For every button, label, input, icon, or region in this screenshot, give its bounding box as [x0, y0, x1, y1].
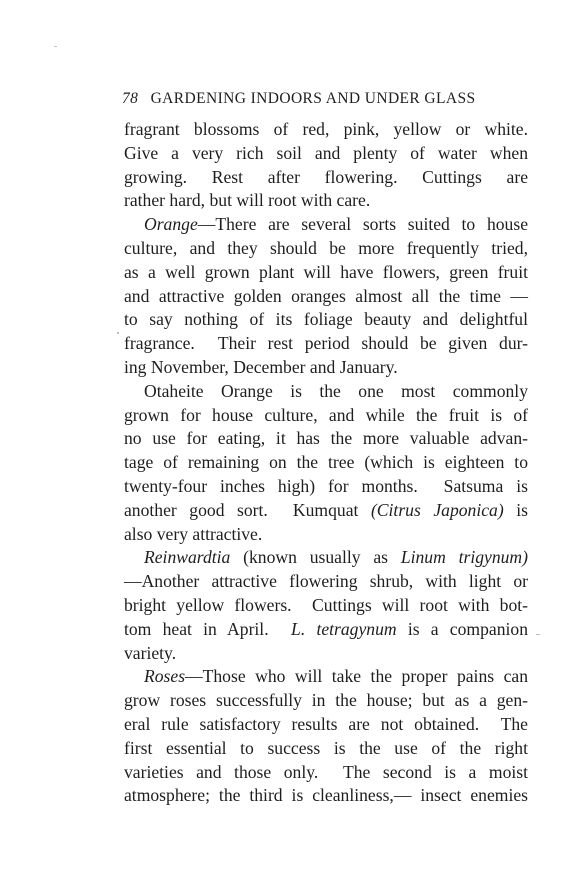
text-segment: tage of remaining on the tree (which is eighteen to	[124, 452, 528, 473]
text-segment: varieties and those only. The second is a moist	[124, 761, 528, 782]
text-line	[124, 784, 528, 808]
text-line	[124, 380, 528, 404]
italic-text: Linum trigynum)	[400, 547, 528, 568]
italic-text: Reinwardtia	[144, 547, 231, 568]
text-line	[124, 166, 528, 190]
text-segment: fragrance. Their rest period should be given dur-	[124, 333, 528, 354]
text-segment: tom heat in April.	[124, 618, 292, 639]
text-segment: growing. Rest after flowering. Cuttings are	[124, 166, 528, 187]
text-segment: Otaheite Orange is the one most commonly	[144, 380, 528, 401]
text-line	[124, 142, 528, 166]
running-title: GARDENING INDOORS AND UNDER GLASS	[150, 90, 476, 107]
text-line	[124, 618, 528, 642]
text-segment: to say nothing of its foliage beauty and delightful	[124, 309, 528, 330]
text-segment: atmosphere; the third is cleanliness,— insect enemies	[124, 785, 528, 806]
text-line	[124, 356, 528, 380]
text-segment: twenty-four inches high) for months. Satsuma is	[124, 475, 528, 496]
running-header	[122, 90, 542, 108]
text-segment: grown for house culture, and while the fruit is of	[124, 404, 528, 425]
text-segment: —Those who will take the proper pains can	[185, 666, 528, 687]
text-segment: is a companion	[396, 618, 528, 639]
text-segment: Give a very rich soil and plenty of water when	[124, 142, 528, 163]
text-line	[124, 642, 528, 666]
text-segment: rather hard, but will root with care.	[124, 190, 371, 211]
text-line	[124, 213, 528, 237]
text-segment: grow roses successfully in the house; but as a gen-	[124, 690, 528, 711]
body-text	[124, 118, 528, 808]
text-segment: another good sort. Kumquat	[124, 499, 371, 520]
text-line	[124, 713, 528, 737]
scan-speck	[536, 634, 540, 635]
text-line	[124, 761, 528, 785]
text-line	[124, 261, 528, 285]
text-line	[124, 689, 528, 713]
text-line	[124, 285, 528, 309]
text-segment: is	[503, 499, 529, 520]
text-segment: also very attractive.	[124, 523, 263, 544]
text-segment: no use for eating, it has the more valuable advan-	[124, 428, 528, 449]
text-segment: as a well grown plant will have flowers, green fruit	[124, 261, 528, 282]
italic-text: L. tetragynum	[291, 618, 397, 639]
text-segment: (known usually as	[230, 547, 401, 568]
text-segment: fragrant blossoms of red, pink, yellow or white.	[124, 119, 528, 139]
text-segment: first essential to success is the use of the right	[124, 737, 528, 758]
italic-text: Roses	[144, 666, 186, 687]
text-segment: and attractive golden oranges almost all the time —	[124, 285, 528, 306]
text-line	[124, 737, 528, 761]
text-line	[124, 427, 528, 451]
text-segment: ing November, December and January.	[124, 356, 398, 377]
text-line	[124, 546, 528, 570]
text-segment: —Another attractive flowering shrub, with light or	[124, 571, 528, 592]
page-number: 78	[122, 90, 139, 107]
text-line	[124, 118, 528, 142]
text-line	[124, 308, 528, 332]
text-line	[124, 451, 528, 475]
text-line	[124, 189, 528, 213]
text-line	[124, 499, 528, 523]
scan-speck	[117, 332, 119, 334]
text-line	[124, 570, 528, 594]
text-segment: bright yellow flowers. Cuttings will root with bot-	[124, 594, 528, 615]
text-line	[124, 523, 528, 547]
italic-text: (Citrus Japonica)	[370, 499, 504, 520]
scan-speck	[54, 46, 57, 47]
text-line	[124, 332, 528, 356]
text-line	[124, 237, 528, 261]
text-line	[124, 665, 528, 689]
text-line	[124, 404, 528, 428]
text-segment: culture, and they should be more frequently tried,	[124, 237, 528, 258]
text-segment: variety.	[124, 642, 177, 663]
text-segment: eral rule satisfactory results are not obtained. The	[124, 713, 528, 734]
text-segment: —There are several sorts suited to house	[197, 214, 528, 235]
text-line	[124, 475, 528, 499]
text-line	[124, 594, 528, 618]
italic-text: Orange	[144, 214, 198, 235]
